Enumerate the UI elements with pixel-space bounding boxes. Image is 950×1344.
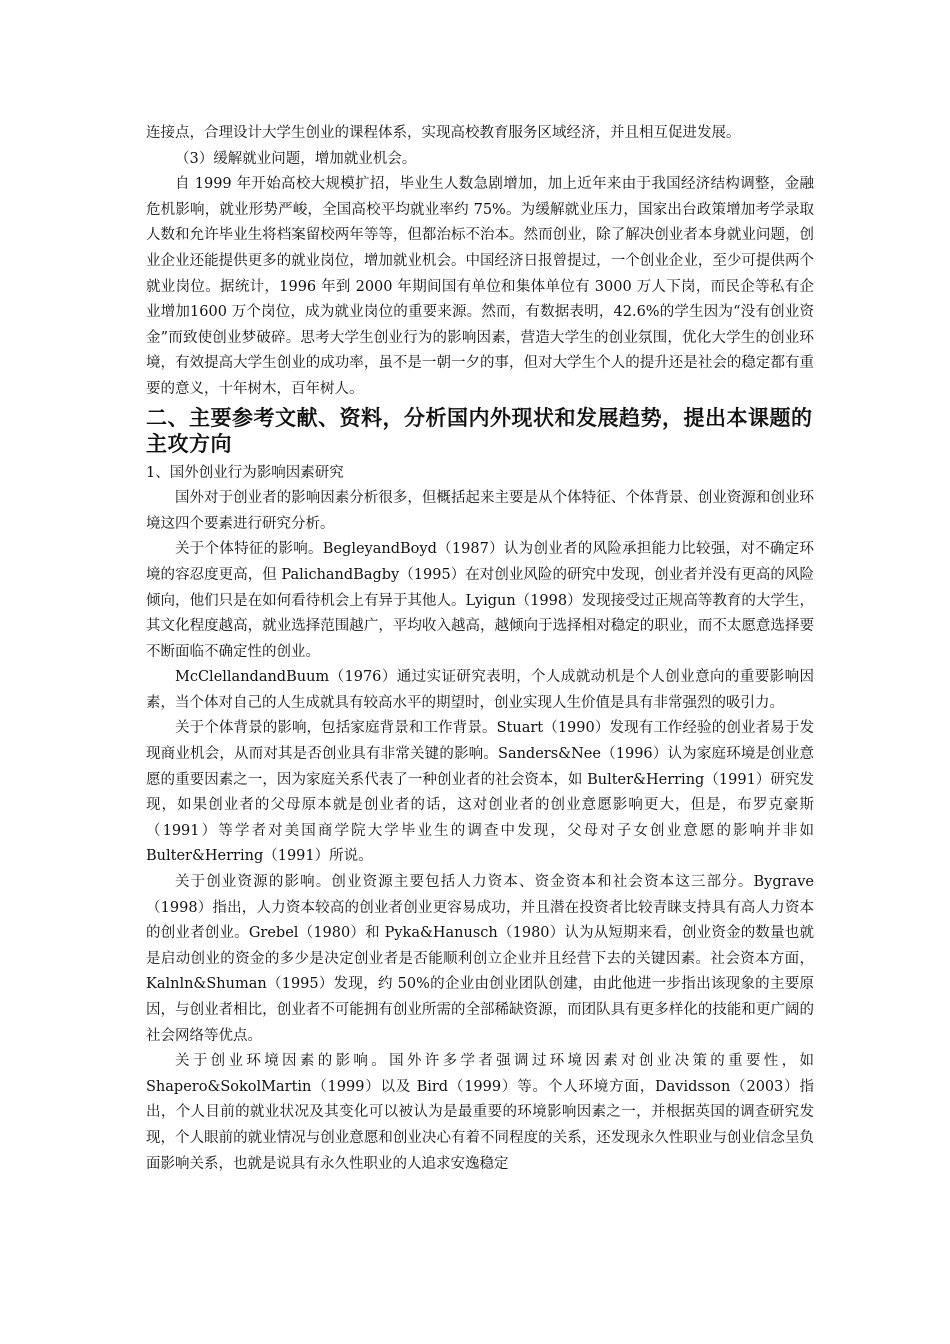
paragraph: McClellandandBuum（1976）通过实证研究表明，个人成就动机是个人创业意向的重要影响因素，当个体对自己的人生成就具有较高水平的期望时，创业实现人生价值是具有非常强烈的吸引力。 (146, 669, 814, 711)
paragraph: 关于个体背景的影响，包括家庭背景和工作背景。Stuart（1990）发现有工作经验的创业者易于发现商业机会，从而对其是否创业具有非常关键的影响。Sanders&Nee（1996）认为家庭环境是创业意愿的重要因素之一，因为家庭关系代表了一种创业者的社会资本，如 Bulter&Herring（1991）研究发现，如果创业者的父母原本就是创业者的话，这对创业者的创业意愿影响更大，但是，布罗克豪斯（1991）等学者对美国商学院大学毕业生的调查中发现，父母对子女创业意愿的影响并非如 Bulter&Herring（1991）所说。 (146, 720, 814, 865)
paragraph: 国外对于创业者的影响因素分析很多，但概括起来主要是从个体特征、个体背景、创业资源和创业环境这四个要素进行研究分析。 (146, 490, 814, 532)
paragraph: 关于创业环境因素的影响。国外许多学者强调过环境因素对创业决策的重要性，如 Shapero&SokolMartin（1999）以及 Bird（1999）等。个人环境方面，Davidsson（2003）指出，个人目前的就业状况及其变化可以被认为是最重要的环境影响因素之一，并根据英国的调查研究发现，个人眼前的就业情况与创业意愿和创业决心有着不同程度的关系，还发现永久性职业与创业信念呈负面影响关系，也就是说具有永久性职业的人追求安逸稳定 (146, 1053, 814, 1172)
paragraph: 自 1999 年开始高校大规模扩招，毕业生人数急剧增加，加上近年来由于我国经济结构调整，金融危机影响，就业形势严峻，全国高校平均就业率约 75%。为缓解就业压力，国家出台政策增加考学录取人数和允许毕业生将档案留校两年等等，但都治标不治本。然而创业，除了解决创业者本身就业问题，创业企业还能提供更多的就业岗位，增加就业机会。中国经济日报曾提过，一个创业企业，至少可提供两个就业岗位。据统计，1996 年到 2000 年期间国有单位和集体单位有 3000 万人下岗，而民企等私有企业增加1600 万个岗位，成为就业岗位的重要来源。然而，有数据表明，42.6%的学生因为“没有创业资金”而致使创业梦破碎。思考大学生创业行为的影响因素，营造大学生的创业氛围，优化大学生的创业环境，有效提高大学生创业的成功率，虽不是一朝一夕的事，但对大学生个人的提升还是社会的稳定都有重要的意义，十年树木，百年树人。 (146, 176, 814, 397)
subsection-heading: 1、国外创业行为影响因素研究 (146, 464, 344, 481)
paragraph: 连接点，合理设计大学生创业的课程体系，实现高校教育服务区域经济，并且相互促进发展。 (146, 125, 741, 141)
section-heading: 二、主要参考文献、资料，分析国内外现状和发展趋势，提出本课题的主攻方向 (146, 405, 813, 456)
document-body (146, 121, 814, 1177)
list-item-heading: （3）缓解就业问题，增加就业机会。 (175, 150, 417, 167)
paragraph: 关于创业资源的影响。创业资源主要包括人力资本、资金资本和社会资本这三部分。Bygrave（1998）指出，人力资本较高的创业者创业更容易成功，并且潜在投资者比较青睐支持具有高人力资本的创业者创业。Grebel（1980）和 Pyka&Hanusch（1980）认为从短期来看，创业资金的数量也就是启动创业的资金的多少是决定创业者是否能顺利创立企业并且经营下去的关键因素。社会资本方面，Kalnln&Shuman（1995）发现，约 50%的企业由创业团队创建，由此他进一步指出该现象的主要原因，与创业者相比，创业者不可能拥有创业所需的全部稀缺资源，而团队具有更多样化的技能和更广阔的社会网络等优点。 (146, 874, 814, 1044)
paragraph: 关于个体特征的影响。BegleyandBoyd（1987）认为创业者的风险承担能力比较强，对不确定环境的容忍度更高，但 PalichandBagby（1995）在对创业风险的研究中发现，创业者并没有更高的风险倾向，他们只是在如何看待机会上有异于其他人。Lyigun（1998）发现接受过正规高等教育的大学生，其文化程度越高，就业选择范围越广，平均收入越高，越倾向于选择相对稳定的职业，而不太愿意选择要不断面临不确定性的创业。 (146, 541, 814, 660)
